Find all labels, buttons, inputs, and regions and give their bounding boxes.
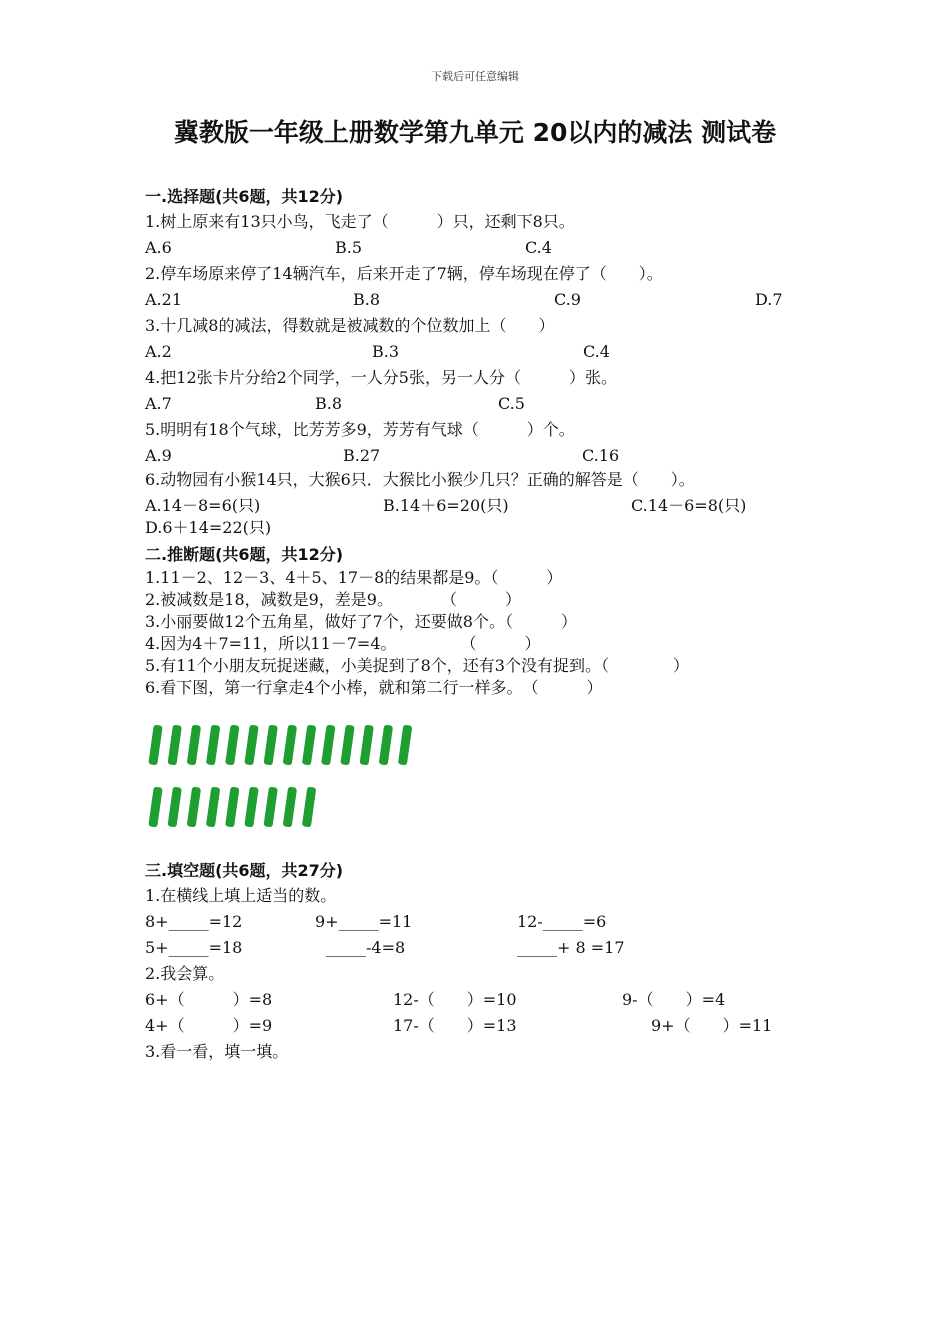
option: C.9 [554,290,581,309]
counting-stick [167,787,181,828]
options-3 [145,339,805,365]
option: A.2 [145,342,172,361]
counting-stick [302,725,316,766]
sticks-figure [145,721,805,841]
question-3: 3.十几减8的减法，得数就是被减数的个位数加上（ ） [145,316,555,335]
counting-stick [206,725,220,766]
counting-stick [379,725,393,766]
sticks-image [145,721,445,841]
counting-stick [225,787,239,828]
option: C.4 [583,342,610,361]
option: D.6＋14=22(只) [145,518,272,537]
section-title-choice: 一.选择题(共6题，共12分) [145,187,344,206]
section-title-fill: 三.填空题(共6题，共27分) [145,861,344,880]
fill-blank-item: 5+_____=18 [145,938,243,957]
calc-item: 9+（ ）=11 [651,1016,773,1035]
judge-item: 1.11－2、12－3、4＋5、17－8的结果都是9。（ ） [145,568,563,587]
option: C.14－6=8(只) [631,496,747,515]
calc-item: 17-（ ）=13 [393,1016,517,1035]
options-4 [145,391,805,417]
fill-blank-item: _____+ 8 =17 [517,938,625,957]
calc-item: 6+（ ）=8 [145,990,273,1009]
document-body [145,185,805,1065]
counting-stick [187,787,201,828]
counting-stick [263,725,277,766]
section-title-judge: 二.推断题(共6题，共12分) [145,545,344,564]
fill-question-3: 3.看一看，填一填。 [145,1042,289,1061]
calc-row [145,987,805,1013]
option: B.27 [343,446,381,465]
judge-item: 4.因为4＋7=11，所以11－7=4。 （ ） [145,634,541,653]
counting-stick [321,725,335,766]
option: A.6 [145,238,172,257]
question-5: 5.明明有18个气球，比芳芳多9，芳芳有气球（ ）个。 [145,420,575,439]
fill-blank-item: 9+_____=11 [315,912,413,931]
counting-stick [225,725,239,766]
option: B.14＋6=20(只) [383,496,509,515]
calc-item: 9-（ ）=4 [622,990,726,1009]
counting-stick [398,725,412,766]
document-title: 冀教版一年级上册数学第九单元 20以内的减法 测试卷 [173,118,777,147]
option: B.8 [315,394,343,413]
option: C.5 [498,394,525,413]
counting-stick [340,725,354,766]
calc-item: 4+（ ）=9 [145,1016,273,1035]
fill-row [145,935,805,961]
fill-blank-item: _____-4=8 [326,938,406,957]
counting-stick [283,725,297,766]
counting-stick [148,725,162,766]
fill-blank-item: 8+_____=12 [145,912,243,931]
options-1 [145,235,805,261]
question-2: 2.停车场原来停了14辆汽车，后来开走了7辆，停车场现在停了（ ）。 [145,264,663,283]
option: D.7 [755,290,783,309]
judge-item: 6.看下图，第一行拿走4个小棒，就和第二行一样多。 （ ） [145,678,603,697]
options-6 [145,495,805,517]
fill-row [145,909,805,935]
calc-row [145,1013,805,1039]
options-2 [145,287,805,313]
counting-stick [187,725,201,766]
option: B.8 [353,290,381,309]
counting-stick [244,787,258,828]
option: A.14－8=6(只) [145,496,261,515]
counting-stick [167,725,181,766]
option: C.16 [582,446,620,465]
question-4: 4.把12张卡片分给2个同学，一人分5张，另一人分（ ）张。 [145,368,617,387]
option: B.3 [372,342,400,361]
option: A.7 [145,394,172,413]
options-5 [145,443,805,469]
counting-stick [283,787,297,828]
counting-stick [263,787,277,828]
fill-blank-item: 12-_____=6 [517,912,607,931]
judge-item: 3.小丽要做12个五角星，做好了7个，还要做8个。（ ） [145,612,577,631]
calc-item: 12-（ ）=10 [393,990,517,1009]
option: C.4 [525,238,552,257]
question-1: 1.树上原来有13只小鸟，飞走了（ ）只，还剩下8只。 [145,212,575,231]
page-header: 下载后可任意编辑 [431,70,519,83]
counting-stick [302,787,316,828]
judge-item: 2.被减数是18，减数是9，差是9。 （ ） [145,590,521,609]
fill-question-1: 1.在横线上填上适当的数。 [145,886,337,905]
judge-item: 5.有11个小朋友玩捉迷藏，小美捉到了8个，还有3个没有捉到。（ ） [145,656,689,675]
fill-question-2: 2.我会算。 [145,964,225,983]
options-6-continued [145,517,805,543]
counting-stick [359,725,373,766]
option: B.5 [335,238,363,257]
option: A.21 [145,290,182,309]
question-6: 6.动物园有小猴14只，大猴6只．大猴比小猴少几只？正确的解答是（ ）。 [145,470,695,489]
counting-stick [244,725,258,766]
option: A.9 [145,446,172,465]
counting-stick [148,787,162,828]
counting-stick [206,787,220,828]
